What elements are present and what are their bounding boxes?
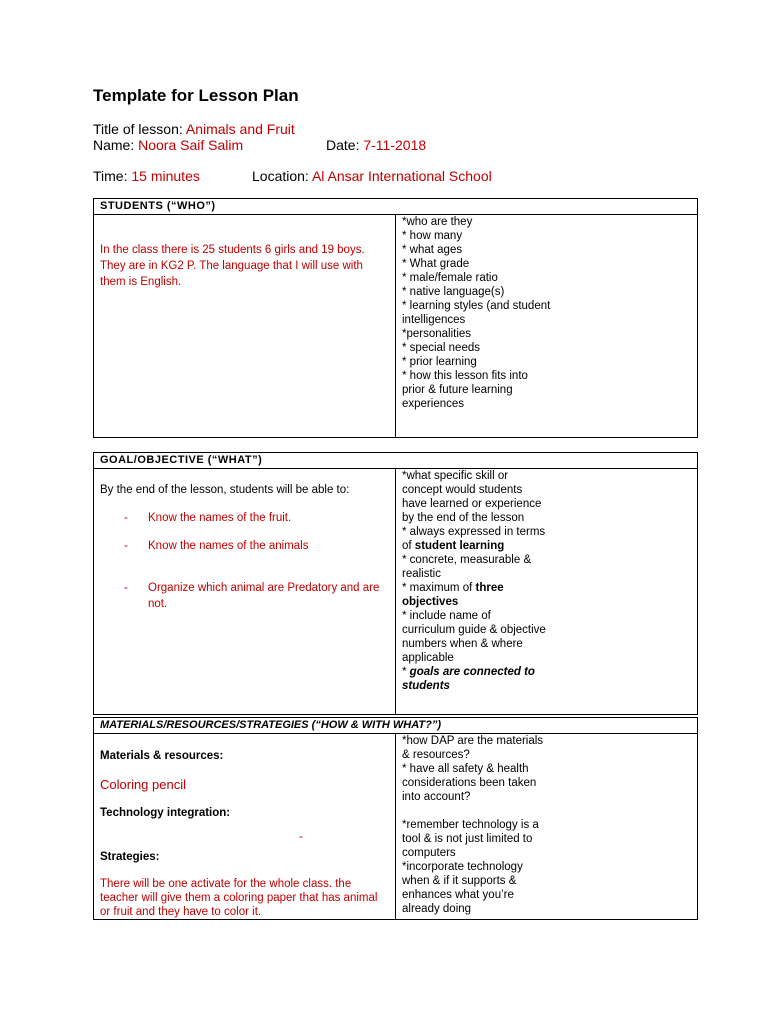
guide-line [402,804,697,818]
guide-line [402,539,697,553]
date-label: Date: [326,137,360,153]
guide-line: *incorporate technology [402,861,523,873]
guide-line: *what specific skill or [402,470,509,482]
students-guide-cell [396,215,698,438]
tech-label: Technology integration: [100,807,231,819]
goal-content-cell [94,469,396,715]
location-line [252,168,492,185]
resources-label: Materials & resources: [100,750,224,762]
goal-heading: GOAL/OBJECTIVE (“WHAT”) [100,454,263,466]
guide-line: already doing [402,903,472,915]
objective-dash: - [124,540,128,552]
students-table [93,198,698,438]
guide-bold: three [475,582,504,594]
goal-table [93,452,698,715]
title-of-lesson-label: Title of lesson: [93,121,183,137]
materials-content-cell [94,734,396,920]
objective-text: Know the names of the animals [148,540,309,552]
guide-line: curriculum guide & objective [402,624,546,636]
guide-line: concept would students [402,484,523,496]
guide-line: intelligences [402,314,466,326]
goal-intro: By the end of the lesson, students will be able to: [100,484,350,496]
strategies-value: There will be one activate for the whole class. the teacher will give them a coloring paper that has animal or fruit and they have to color it. [100,878,378,918]
guide-line: & resources? [402,749,470,761]
guide-text: * maximum of [402,582,476,594]
materials-guide-cell [396,734,698,920]
guide-line: by the end of the lesson [402,512,525,524]
guide-line: * include name of [402,610,491,622]
location-value: Al Ansar International School [311,168,492,184]
guide-line: *personalities [402,328,472,340]
guide-line: * concrete, measurable & [402,554,532,566]
goal-objectives [94,498,395,612]
goal-guide [396,469,697,693]
guide-line [402,665,697,679]
objective-item [124,580,389,612]
tech-value: - [299,831,303,843]
guide-line: * What grade [402,258,470,270]
guide-line: * how this lesson fits into [402,370,528,382]
goal-guide-cell [396,469,698,715]
materials-table [93,717,698,920]
guide-line: realistic [402,568,441,580]
name-label: Name: [93,137,135,153]
guide-line [402,581,697,595]
guide-line: * have all safety & health [402,763,529,775]
materials-guide [396,734,697,916]
materials-header-cell [94,718,698,734]
guide-line: prior & future learning [402,384,513,396]
guide-line: * what ages [402,244,463,256]
guide-line: when & if it supports & [402,875,517,887]
guide-line: * learning styles (and student [402,300,551,312]
guide-line: * native language(s) [402,286,505,298]
objective-text: Organize which animal are Predatory and are not. [148,582,380,610]
strategies-label: Strategies: [100,851,160,863]
students-guide [396,215,697,411]
students-heading: STUDENTS (“WHO”) [100,200,216,212]
title-of-lesson [93,121,295,138]
guide-line: tool & is not just limited to [402,833,533,845]
guide-line: *who are they [402,216,473,228]
objective-text: Know the names of the fruit. [148,512,292,524]
guide-line: computers [402,847,456,859]
materials-heading: MATERIALS/RESOURCES/STRATEGIES (“HOW & WITH WHAT?”) [100,719,441,731]
page-title: Template for Lesson Plan [93,86,299,105]
guide-line: applicable [402,652,454,664]
guide-bold-italic: students [402,680,450,692]
objective-dash: - [124,512,128,524]
guide-line: numbers when & where [402,638,523,650]
resources-value: Coloring pencil [100,777,186,792]
title-of-lesson-value: Animals and Fruit [185,121,295,137]
guide-line [402,679,697,693]
guide-line: into account? [402,791,471,803]
guide-line: * how many [402,230,463,242]
guide-line: * always expressed in terms [402,526,546,538]
students-content-cell [94,215,396,438]
name-line [93,137,243,154]
location-label: Location: [252,168,309,184]
guide-bold-italic: goals are connected to [409,666,535,678]
guide-line: * special needs [402,342,480,354]
time-label: Time: [93,168,128,184]
time-value: 15 minutes [131,168,200,184]
students-content: In the class there is 25 students 6 girls and 19 boys. They are in KG2 P. The language that I will use with them is English. [100,244,365,288]
guide-line: enhances what you’re [402,889,514,901]
time-line [93,168,200,185]
guide-line: *how DAP are the materials [402,735,544,747]
guide-line: * prior learning [402,356,477,368]
date-value: 7-11-2018 [363,137,427,153]
name-value: Noora Saif Salim [138,137,244,153]
guide-bold: objectives [402,596,459,608]
goal-header-cell [94,453,698,469]
guide-line [402,595,697,609]
guide-text: * [402,666,410,678]
guide-line: have learned or experience [402,498,542,510]
objective-dash: - [124,582,128,594]
objective-item [124,538,389,554]
guide-bold: student learning [414,540,505,552]
guide-line: *remember technology is a [402,819,539,831]
guide-text: of [402,540,415,552]
guide-line: * male/female ratio [402,272,498,284]
date-line [326,137,426,154]
guide-line: experiences [402,398,465,410]
objective-item [124,510,389,526]
students-header-cell [94,199,698,215]
guide-line: considerations been taken [402,777,537,789]
